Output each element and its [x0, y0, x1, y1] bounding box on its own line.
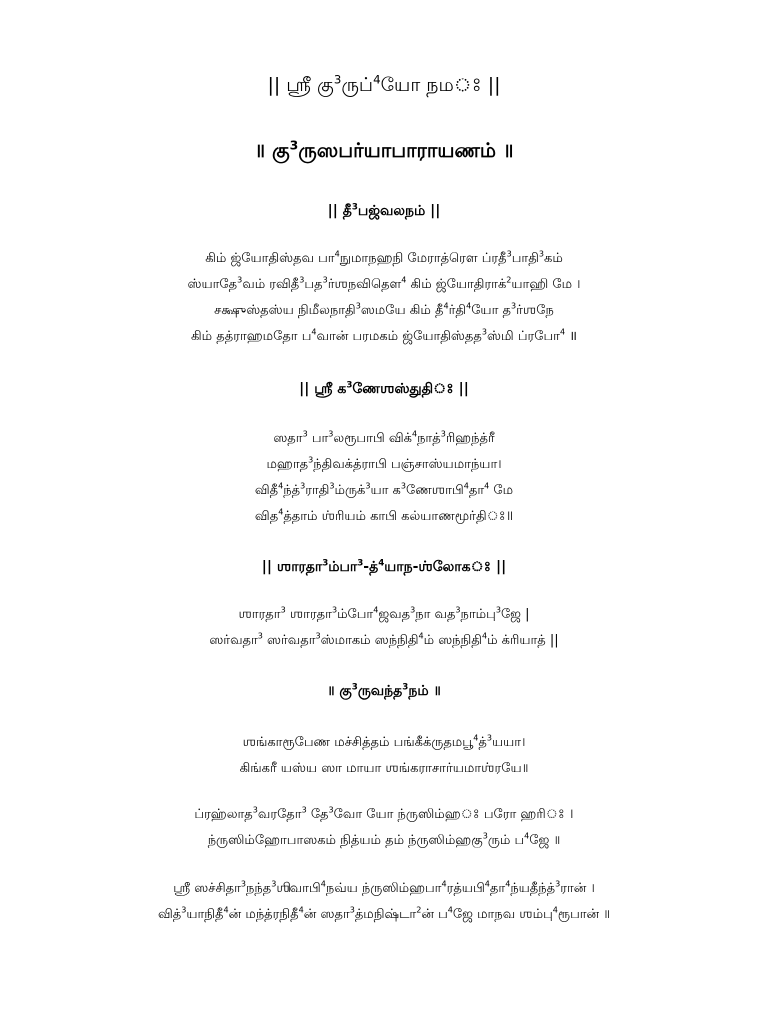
verse-line: வித்$^3$யாநிதீ$^4$ன் மந்த்ரநிதீ$^4$ன் ஸதா$^3$த்மநிஷ்டா$^2$ன் ப$^4$ஜே மாநவ ஶம்பு$^4$ரூபான் ॥ — [157, 905, 611, 922]
page-title: || ஶ்ரீ கு$^3$ருப்$^4$யோ நமঃ || — [267, 72, 501, 96]
verse-line: ந்ருஸிம்ஹோபாஸகம் நித்யம் தம் ந்ருஸிம்ஹகு$^3$ரும் ப$^4$ஜே ॥ — [207, 831, 561, 848]
verse-line: ஸர்வதா$^3$ ஸர்வதா$^3$ஸ்மாகம் ஸந்நிதி$^4$ம் ஸந்நிதி$^4$ம் க்ரியாத் || — [209, 631, 559, 648]
verse-line: ஸ்யாதே$^3$வம் ரவிதீ$^3$பத$^3$ர்ஶநவிதௌ$^4$ கிம் ஜ்யோதிராக்$^2$யாஹி மே । — [187, 275, 581, 292]
verse-line: கிம் ஜ்யோதிஸ்தவ பா$^4$நுமாநஹநி மேராத்ரௌ ப்ரதீ$^3$பாதி$^3$கம் — [205, 249, 563, 266]
verse-line: வித$^4$த்தாம் ஶ்ரியம் காபி கல்யாணமூர்திঃ॥ — [254, 507, 514, 524]
section-heading-sharadamba-dhyana: || ஶாரதா$^3$ம்பா$^3$-த்$^4$யாந-ஶ்லோகঃ || — [261, 558, 507, 575]
verse-line: சக்ஷுஸ்தஸ்ய நிமீலநாதி$^3$ஸமயே கிம் தீ$^4$ர்தி$^4$யோ த$^3$ர்ஶநே — [214, 301, 554, 318]
verse-line: ஶாரதா$^3$ ஶாரதா$^3$ம்போ$^4$ஜவத$^3$நா வத$^3$நாம்பு$^3$ஜே | — [238, 605, 530, 622]
verse-line: ப்ரஹ்லாத$^3$வரதோ$^3$ தே$^3$வோ யோ ந்ருஸிம்ஹঃ பரோ ஹரிঃ । — [194, 805, 574, 822]
section-heading-ganesha-stuti: || ஶ்ரீ க$^3$ணேஶஸ்துதிঃ || — [299, 380, 469, 397]
verse-line: மஹாத$^3$ந்திவக்த்ராபி பஞ்சாஸ்யமாந்யா। — [266, 455, 502, 472]
verse-line: ஶ்ரீ ஸச்சிதா$^3$நந்த$^3$ஶிவாபி$^4$நவ்ய ந்ருஸிம்ஹபா$^4$ரத்யபி$^4$தா$^4$ந்யதீந்த்$^3$ரான் । — [173, 879, 595, 896]
verse-line: ஸதா$^3$ பா$^3$லரூபாபி விக்$^4$நாத்$^3$ரிஹந்த்ரீ — [273, 429, 495, 446]
page-subtitle: ॥ கு$^3$ருஸபர்யாபாராயணம் ॥ — [254, 137, 514, 162]
verse-line: கிம் தத்ராஹமதோ ப$^4$வான் பரமகம் ஜ்யோதிஸ்தத$^3$ஸ்மி ப்ரபோ$^4$ ॥ — [191, 327, 577, 344]
section-heading-guru-vandanam: ॥ கு$^3$ருவந்த$^3$நம் ॥ — [327, 682, 441, 699]
verse-line: ஶங்காரூபேண மச்சித்தம் பங்கீக்ருதமபூ$^4$த்$^3$யயா। — [242, 733, 526, 750]
verse-line: விதீ$^4$ந்த்$^3$ராதி$^3$ம்ருக்$^3$யா க$^3$ணேஶாபி$^4$தா$^4$ மே — [254, 481, 514, 498]
verse-line: கிங்கரீ யஸ்ய ஸா மாயா ஶங்கராசார்யமாஶ்ரயே॥ — [239, 761, 529, 776]
section-heading-deepa-jvalanam: || தீ$^3$பஜ்வலநம் || — [327, 202, 441, 219]
